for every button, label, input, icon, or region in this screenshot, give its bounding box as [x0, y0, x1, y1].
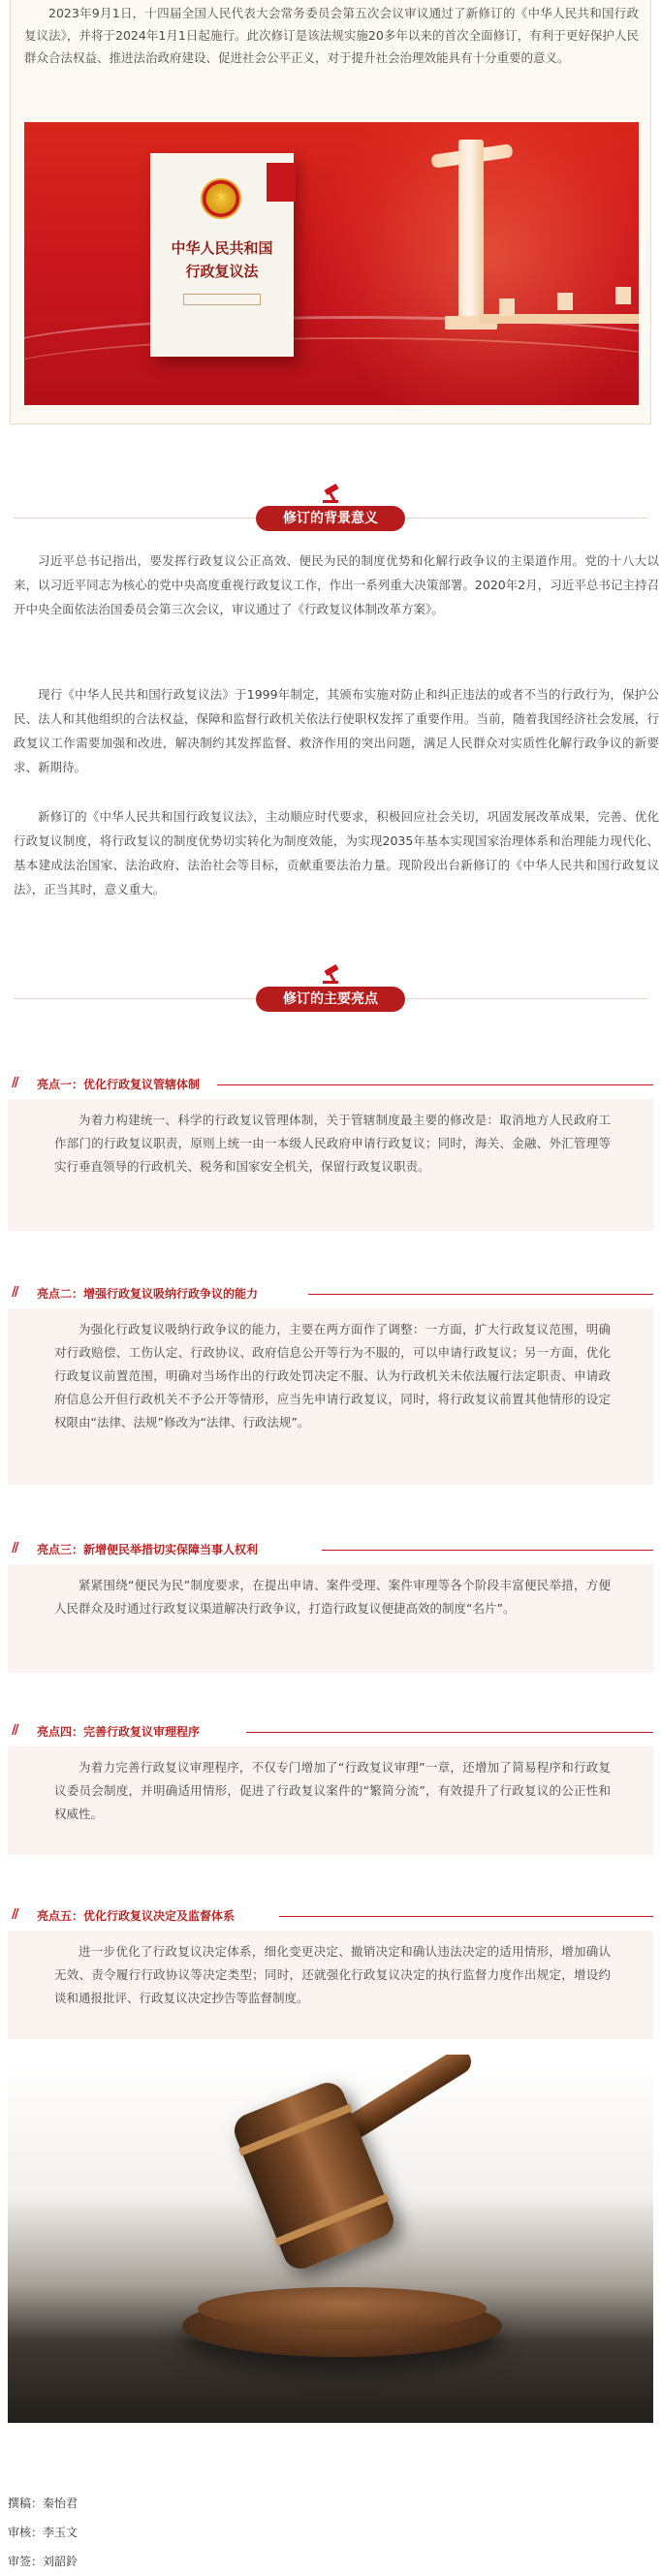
highlight-1-header	[8, 1074, 653, 1095]
highlight-title: 亮点三：新增便民举措切实保障当事人权利	[37, 1543, 259, 1556]
slash-icon: //	[12, 1723, 17, 1738]
highlight-4-header	[8, 1721, 653, 1743]
book-title	[150, 236, 294, 283]
credit-approver: 审签：刘韶鈴	[8, 2555, 79, 2568]
hero-banner	[24, 122, 639, 405]
intro-paragraph: 2023年9月1日，十四届全国人民代表大会常务委员会第五次会议审议通过了新修订的《中华人民共和国行政复议法》，并将于2024年1月1日起施行。此次修订是该法规实施20多年以来的首次全面修订，有利于更好保护人民群众合法权益、推进法治政府建设、促进社会公平正义，对于提升社会治理效能具有十分重要的意义。	[24, 6, 639, 65]
highlight-title: 亮点四：完善行政复议审理程序	[37, 1725, 201, 1739]
hero-ribbon-2	[24, 337, 639, 405]
highlight-3-body: 紧紧围绕“便民为民”制度要求，在提出申请、案件受理、案件审理等各个阶段丰富便民举措，方便人民群众及时通过行政复议渠道解决行政争议，打造行政复议便捷高效的制度“名片”。	[8, 1564, 653, 1673]
intro-card	[10, 0, 651, 424]
background-paragraph-3: 新修订的《中华人民共和国行政复议法》，主动顺应时代要求，积极回应社会关切，巩固发展改革成果，完善、优化行政复议制度，将行政复议的制度优势切实转化为制度效能，为实现2035年基本实现国家治理体系和治理能力现代化、基本建成法治国家、法治政府、法治社会等目标，贡献重要法治力量。现阶段出台新修订的《中华人民共和国行政复议法》，正当其时，意义重大。	[14, 809, 659, 896]
highlight-3-header	[8, 1539, 653, 1560]
section-title: 修订的主要亮点	[256, 987, 405, 1012]
highlight-5-body: 进一步优化了行政复议决定体系，细化变更决定、撤销决定和确认违法决定的适用情形，增加确认无效、责令履行行政协议等决定类型；同时，还就强化行政复议决定的执行监督力度作出规定，增设约谈和通报批评、行政复议决定抄告等监督制度。	[8, 1931, 653, 2039]
sound-block-top	[198, 2287, 487, 2330]
book-subtitle-box	[183, 294, 261, 305]
book-title-line2: 行政复议法	[185, 263, 259, 280]
highlight-5-header	[8, 1905, 653, 1927]
slash-icon: //	[12, 1076, 17, 1090]
book-title-line1: 中华人民共和国	[171, 239, 273, 257]
slash-icon: //	[12, 1541, 17, 1555]
gavel-icon	[323, 965, 340, 985]
highlight-2-header	[8, 1283, 653, 1304]
divider	[405, 998, 647, 999]
highlight-title: 亮点五：优化行政复议决定及监督体系	[37, 1909, 236, 1923]
gavel-icon	[323, 485, 340, 504]
divider	[279, 1916, 653, 1917]
gavel-photo	[8, 2055, 653, 2423]
highlight-title: 亮点二：增强行政复议吸纳行政争议的能力	[37, 1287, 259, 1301]
background-paragraph-2: 现行《中华人民共和国行政复议法》于1999年制定，其颁布实施对防止和纠正违法的或者不当的行政行为，保护公民、法人和其他组织的合法权益，保障和监督行政机关依法行使职权发挥了重要作用。当前，随着我国经济社会发展，行政复议工作需要加强和改进，解决制约其发挥监督、救济作用的突出问题，满足人民群众对实质性化解行政争议的新要求、新期待。	[14, 687, 659, 774]
section-title: 修订的背景意义	[256, 506, 405, 531]
section-header-highlights	[0, 965, 661, 1027]
divider	[14, 998, 258, 999]
slash-icon: //	[12, 1907, 17, 1922]
highlight-2-body: 为强化行政复议吸纳行政争议的能力，主要在两方面作了调整：一方面，扩大行政复议范围，明确对行政赔偿、工伤认定、行政协议、政府信息公开等行为不服的，可以申请行政复议；另一方面，优化行政复议前置范围，明确对当场作出的行政处罚决定不服、认为行政机关未依法履行法定职责、申请政府信息公开但行政机关不予公开等情形，应当先申请行政复议，同时，将行政复议前置其他情形的设定权限由“法律、法规”修改为“法律、行政法规”。	[8, 1308, 653, 1485]
section-header-background	[0, 485, 661, 547]
divider	[308, 1294, 653, 1295]
background-paragraph-1: 习近平总书记指出，要发挥行政复议公正高效、便民为民的制度优势和化解行政争议的主渠道作用。党的十八大以来，以习近平同志为核心的党中央高度重视行政复议工作，作出一系列重大决策部署。2020年2月，习近平总书记主持召开中央全面依法治国委员会第三次会议，审议通过了《行政复议体制改革方案》。	[14, 553, 659, 616]
credit-writer: 撰稿：秦怡君	[8, 2497, 79, 2510]
divider	[217, 1084, 653, 1085]
book-tag	[267, 163, 296, 202]
highlight-4-body: 为着力完善行政复议审理程序，不仅专门增加了“行政复议审理”一章，还增加了简易程序和行政复议委员会制度，并明确适用情形，促进了行政复议案件的“繁简分流”，有效提升了行政复议的公正性和权威性。	[8, 1746, 653, 1855]
divider	[246, 1732, 653, 1733]
divider	[322, 1550, 653, 1551]
great-wall	[480, 285, 639, 324]
credit-reviewer: 审核：李玉文	[8, 2526, 79, 2539]
highlight-title: 亮点一：优化行政复议管辖体制	[37, 1078, 201, 1091]
highlight-1-body: 为着力构建统一、科学的行政复议管理体制，关于管辖制度最主要的修改是：取消地方人民政府工作部门的行政复议职责，原则上统一由一本级人民政府申请行政复议；同时，海关、金融、外汇管理等实行垂直领导的行政机关、税务和国家安全机关，保留行政复议职责。	[8, 1099, 653, 1231]
national-emblem-icon: ★	[201, 178, 241, 219]
law-book-cover	[150, 153, 294, 357]
slash-icon: //	[12, 1285, 17, 1300]
